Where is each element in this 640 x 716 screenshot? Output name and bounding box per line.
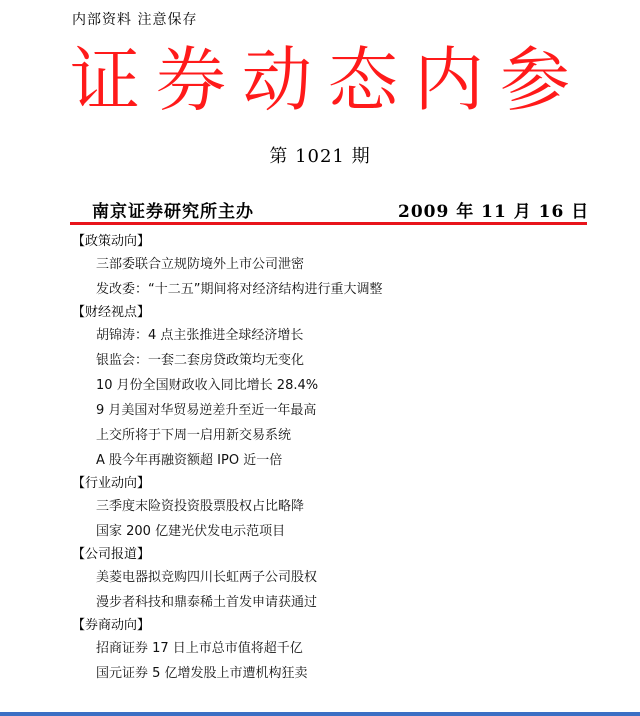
headline-link[interactable]: 漫步者科技和鼎泰稀土首发申请获通过 (96, 595, 318, 610)
headline-link[interactable]: 银监会：一套二套房贷政策均无变化 (96, 353, 305, 368)
section-brokerage (72, 615, 572, 686)
headline-link[interactable]: A 股今年再融资额超 IPO 近一倍 (96, 453, 283, 468)
headline-link[interactable]: 10 月份全国财政收入同比增长 28.4% (96, 378, 319, 393)
section-finance (72, 302, 572, 473)
table-of-contents (72, 231, 572, 686)
headline-link[interactable]: 国家 200 亿建光伏发电示范项目 (96, 524, 286, 539)
headline-link[interactable]: 胡锦涛：4 点主张推进全球经济增长 (96, 328, 304, 343)
headline-link[interactable]: 三部委联合立规防境外上市公司泄密 (96, 257, 305, 272)
issue-number: 第 1021 期 (269, 146, 371, 167)
headline-link[interactable]: 发改委：“十二五”期间将对经济结构进行重大调整 (96, 282, 383, 297)
headline-link[interactable]: 9 月美国对华贸易逆差升至近一年最高 (96, 403, 317, 418)
organizer: 南京证券研究所主办 (92, 202, 254, 222)
confidential-notice: 内部资料 注意保存 (72, 12, 198, 28)
section-policy (72, 231, 572, 302)
bottom-border (0, 712, 640, 716)
header-divider (70, 222, 587, 225)
newsletter-masthead: 证券动态内参 (70, 39, 586, 121)
headline-link[interactable]: 上交所将于下周一启用新交易系统 (96, 428, 292, 443)
headline-link[interactable]: 国元证券 5 亿增发股上市遭机构狂卖 (96, 666, 308, 681)
section-industry (72, 473, 572, 544)
publish-date: 2009 年 11 月 16 日 (398, 202, 590, 222)
section-title: 【公司报道】 (72, 547, 151, 562)
headline-link[interactable]: 美菱电器拟竞购四川长虹两子公司股权 (96, 570, 318, 585)
section-title: 【财经视点】 (72, 305, 151, 320)
section-title: 【券商动向】 (72, 618, 151, 633)
section-title: 【政策动向】 (72, 234, 151, 249)
section-company (72, 544, 572, 615)
headline-link[interactable]: 三季度末险资投资股票股权占比略降 (96, 499, 305, 514)
section-title: 【行业动向】 (72, 476, 151, 491)
headline-link[interactable]: 招商证券 17 日上市总市值将超千亿 (96, 641, 303, 656)
